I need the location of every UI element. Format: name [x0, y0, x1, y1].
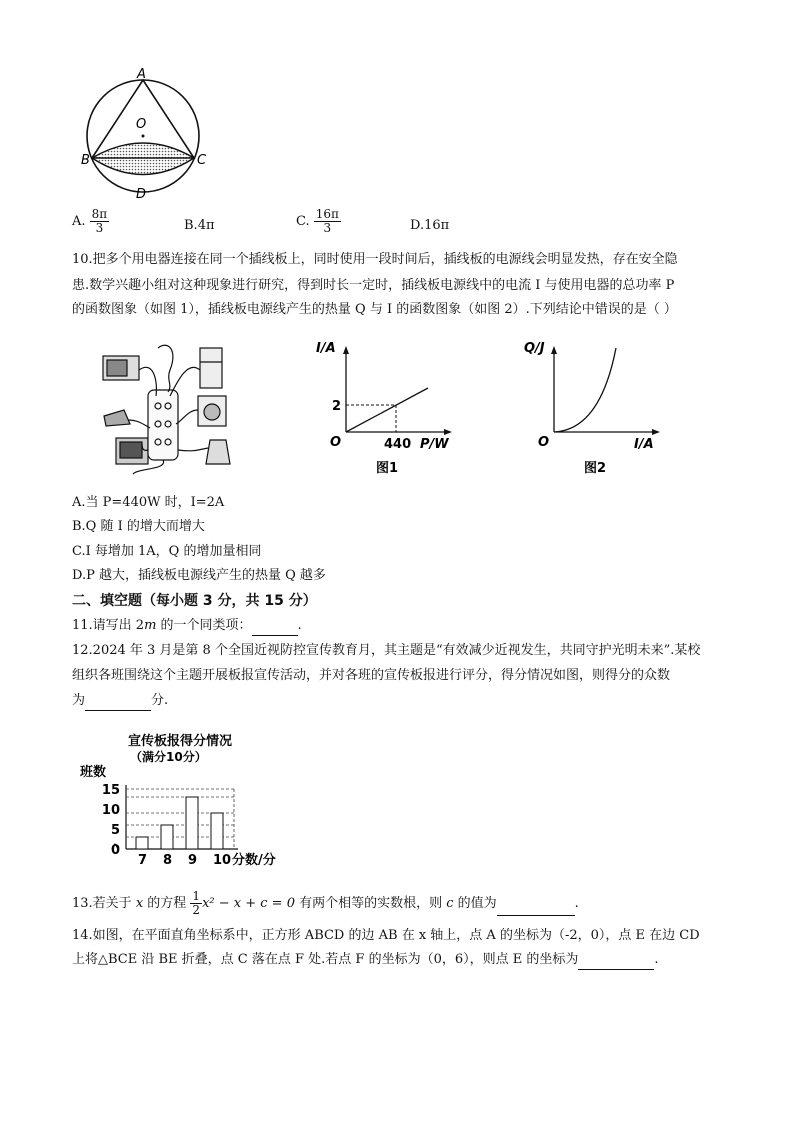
q9-option-d-letter: D.	[410, 218, 425, 233]
q11-post: 的一个同类项：	[156, 618, 252, 633]
q9-option-a-fraction	[90, 208, 110, 235]
q13-post2: 的值为	[453, 896, 497, 911]
chart-ylabel: 班数	[80, 765, 107, 780]
q13-mid: 的方程	[143, 896, 191, 911]
q9-option-d-text: 16π	[424, 218, 450, 233]
chart-y-tick-label: 0	[110, 843, 120, 858]
q11-pre: 11.请写出 2	[72, 618, 145, 633]
chart-x-tick-label: 9	[188, 853, 198, 868]
q11-answer-blank[interactable]	[252, 617, 298, 636]
fig1-caption: 图1	[376, 461, 399, 476]
chart-y-tick-label: 15	[101, 783, 120, 798]
q13-c: c	[446, 896, 454, 911]
q10-fig2-quadratic-graph	[520, 336, 670, 482]
q9-label-d: D	[136, 187, 147, 202]
q12-line3-post: 分.	[151, 693, 169, 708]
q9-option-b	[184, 218, 215, 233]
fig1-xlabel: P/W	[420, 437, 449, 452]
chart-x-tick-label: 10	[213, 853, 232, 868]
q12-bar-chart	[76, 728, 296, 872]
q14-line-1: 14.如图，在平面直角坐标系中，正方形 ABCD 的边 AB 在 x 轴上，点 A 的坐标为（-2，0），点 E 在边 CD	[72, 928, 700, 943]
q14-line2-end: .	[654, 952, 659, 967]
q13-pre: 13.若关于	[72, 896, 136, 911]
q11-end: .	[297, 618, 302, 633]
q9-option-d	[410, 218, 449, 233]
q13-text	[72, 890, 579, 917]
q14-answer-blank[interactable]	[578, 951, 654, 970]
chart-title: 宣传板报得分情况	[128, 734, 233, 749]
q14-line2-pre: 上将△BCE 沿 BE 折叠，点 C 落在点 F 处.若点 F 的坐标为（0，6），则点 E 的坐标为	[72, 952, 579, 967]
q13-post: 有两个相等的实数根，则	[294, 896, 447, 911]
fig1-ylabel: I/A	[316, 341, 336, 356]
appliances-illustration	[98, 340, 248, 476]
q9-label-o: O	[136, 117, 147, 132]
q10-option-c: C.I 每增加 1A，Q 的增加量相同	[72, 544, 262, 559]
fig2-ylabel: Q/J	[524, 341, 545, 356]
q9-option-c	[296, 208, 341, 235]
q13-half-den: 2	[192, 903, 201, 917]
q9-option-b-text: 4π	[197, 218, 215, 233]
q9-label-c: C	[197, 153, 207, 168]
chart-subtitle: （满分10分）	[130, 750, 207, 764]
q9-option-c-den: 3	[323, 221, 332, 235]
fig1-origin: O	[330, 435, 342, 450]
chart-y-tick-label: 10	[101, 803, 120, 818]
fig2-caption: 图2	[584, 461, 607, 476]
chart-xlabel: 分数/分	[232, 853, 276, 868]
fig2-xlabel: I/A	[634, 437, 654, 452]
q11-text	[72, 617, 302, 636]
chart-x-ticks	[138, 853, 231, 868]
q10-line-1: 10.把多个用电器连接在同一个插线板上，同时使用一段时间后，插线板的电源线会明显发热，存在安全隐	[72, 252, 678, 267]
q12-line-3	[72, 692, 168, 711]
q12-line-1: 12.2024 年 3 月是第 8 个全国近视防控宣传教育月，其主题是“有效减少近视发生，共同守护光明未来”.某校	[72, 643, 701, 658]
q9-circle-figure	[80, 66, 210, 202]
q10-line-3: 的函数图象（如图 1），插线板电源线产生的热量 Q 与 I 的函数图象（如图 2）.下列结论中错误的是（ ）	[72, 302, 677, 317]
q13-x: x	[135, 896, 144, 911]
q12-line-2: 组织各班围绕这个主题开展板报宣传活动，并对各班的宣传板报进行评分，得分情况如图，则得分的众数	[72, 668, 671, 683]
q9-option-c-letter: C.	[296, 214, 310, 229]
q9-label-a: A	[137, 67, 146, 82]
chart-bars	[136, 797, 223, 849]
q14-line-2	[72, 951, 659, 970]
q10-option-b: B.Q 随 I 的增大而增大	[72, 519, 205, 534]
q9-option-b-letter: B.	[184, 218, 198, 233]
q9-option-c-num: 16π	[315, 207, 339, 221]
q9-label-b: B	[81, 153, 90, 168]
q10-option-a: A.当 P=440W 时，I=2A	[72, 495, 225, 510]
fig1-y-tick: 2	[332, 399, 342, 414]
q11-var: m	[144, 618, 157, 633]
q13-answer-blank[interactable]	[497, 893, 575, 916]
q10-line-2: 患.数学兴趣小组对这种现象进行研究，得到时长一定时，插线板电源线中的电流 I 与使用电器的总功率 P	[72, 278, 675, 293]
q9-option-a-den: 3	[95, 221, 104, 235]
chart-bar	[161, 825, 173, 849]
q9-option-a-num: 8π	[91, 207, 108, 221]
fig1-x-tick: 440	[384, 437, 412, 452]
q13-end: .	[574, 896, 579, 911]
chart-bar	[211, 813, 223, 849]
chart-x-tick-label: 7	[138, 853, 148, 868]
chart-y-tick-label: 5	[110, 823, 120, 838]
q12-answer-blank[interactable]	[85, 692, 151, 711]
q10-fig1-linear-graph	[312, 336, 462, 482]
chart-bar	[186, 797, 198, 849]
q13-half-fraction	[190, 890, 202, 917]
section-heading-fill-in: 二、填空题（每小题 3 分，共 15 分）	[72, 593, 317, 609]
chart-x-tick-label: 8	[163, 853, 173, 868]
q13-equation: x² − x + c = 0	[202, 896, 295, 911]
fig2-origin: O	[538, 435, 550, 450]
q9-option-a-letter: A.	[72, 214, 86, 229]
chart-bar	[136, 837, 148, 849]
q9-option-a	[72, 208, 109, 235]
q9-option-c-fraction	[314, 208, 341, 235]
q10-option-d: D.P 越大，插线板电源线产生的热量 Q 越多	[72, 568, 326, 583]
q13-half-num: 1	[192, 889, 201, 903]
q12-line3-pre: 为	[72, 693, 86, 708]
chart-y-ticks	[102, 783, 120, 858]
